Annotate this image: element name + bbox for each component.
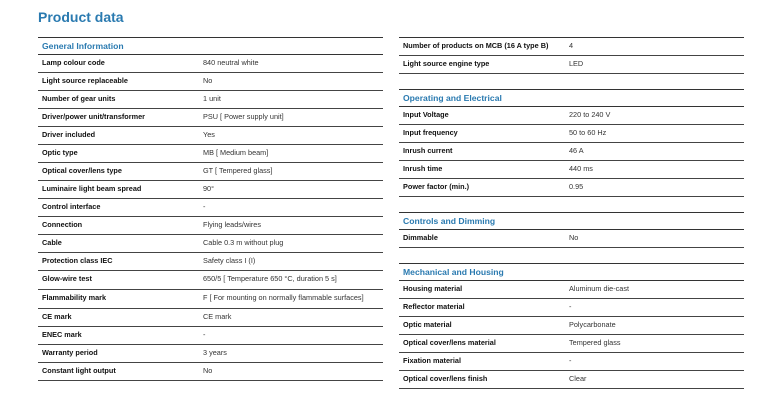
- spec-value: No: [203, 366, 213, 375]
- spec-value: 4: [569, 41, 574, 50]
- spec-label: Cable: [42, 238, 62, 247]
- section-title: Controls and Dimming: [399, 212, 744, 230]
- section-spacer: [399, 197, 744, 212]
- right-sections: [399, 74, 744, 389]
- spec-value: Safety class I (I): [203, 256, 256, 265]
- section-spacer: [399, 248, 744, 263]
- spec-value: 46 A: [569, 146, 584, 155]
- spec-value: Clear: [569, 374, 587, 383]
- spec-label: Optical cover/lens type: [42, 166, 122, 175]
- spec-label: Glow-wire test: [42, 274, 92, 283]
- spec-label: Optic type: [42, 148, 78, 157]
- spec-label: Driver included: [42, 130, 96, 139]
- spec-label: Reflector material: [403, 302, 465, 311]
- section-title-general-information: General Information: [38, 37, 383, 55]
- spec-row: [38, 363, 383, 381]
- spec-value: Yes: [203, 130, 215, 139]
- spec-label: Optical cover/lens material: [403, 338, 496, 347]
- spec-label: Lamp colour code: [42, 58, 105, 67]
- spec-value: 3 years: [203, 348, 227, 357]
- spec-value: F [ For mounting on normally flammable surfaces]: [203, 293, 364, 302]
- right-top-rows: [399, 37, 744, 74]
- spec-value: Cable 0.3 m without plug: [203, 238, 284, 247]
- spec-label: Inrush current: [403, 146, 453, 155]
- spec-value: Polycarbonate: [569, 320, 616, 329]
- spec-label: Light source replaceable: [42, 76, 128, 85]
- general-information-table: [38, 37, 383, 381]
- spec-value: 50 to 60 Hz: [569, 128, 607, 137]
- spec-label: Connection: [42, 220, 83, 229]
- spec-row: [399, 179, 744, 197]
- spec-label: Warranty period: [42, 348, 98, 357]
- spec-value: No: [569, 233, 579, 242]
- spec-label: Number of gear units: [42, 94, 116, 103]
- spec-value: MB [ Medium beam]: [203, 148, 269, 157]
- section-spacer: [399, 74, 744, 89]
- spec-value: Tempered glass: [569, 338, 621, 347]
- spec-value: -: [203, 330, 206, 339]
- spec-value: PSU [ Power supply unit]: [203, 112, 284, 121]
- spec-label: Optic material: [403, 320, 452, 329]
- spec-label: Light source engine type: [403, 59, 490, 68]
- spec-label: Input Voltage: [403, 110, 449, 119]
- spec-value: -: [569, 356, 572, 365]
- spec-value: -: [569, 302, 572, 311]
- spec-label: Flammability mark: [42, 293, 107, 302]
- spec-value: 90°: [203, 184, 215, 193]
- spec-label: Optical cover/lens finish: [403, 374, 488, 383]
- spec-value: No: [203, 76, 213, 85]
- spec-label: Constant light output: [42, 366, 116, 375]
- spec-value: CE mark: [203, 312, 232, 321]
- spec-value: GT [ Tempered glass]: [203, 166, 273, 175]
- spec-label: Luminaire light beam spread: [42, 184, 142, 193]
- spec-label: Inrush time: [403, 164, 443, 173]
- spec-label: Fixation material: [403, 356, 461, 365]
- spec-label: Driver/power unit/transformer: [42, 112, 145, 121]
- spec-value: 1 unit: [203, 94, 221, 103]
- spec-label: Dimmable: [403, 233, 438, 242]
- spec-row: [399, 56, 744, 74]
- spec-row: [399, 371, 744, 389]
- spec-label: ENEC mark: [42, 330, 82, 339]
- spec-value: LED: [569, 59, 584, 68]
- spec-label: Number of products on MCB (16 A type B): [403, 41, 549, 50]
- spec-value: 840 neutral white: [203, 58, 259, 67]
- section-title: Mechanical and Housing: [399, 263, 744, 281]
- general-information-rows: [38, 55, 383, 381]
- spec-row: [399, 230, 744, 248]
- spec-label: Housing material: [403, 284, 463, 293]
- spec-value: 220 to 240 V: [569, 110, 611, 119]
- spec-label: Control interface: [42, 202, 101, 211]
- spec-value: Aluminum die-cast: [569, 284, 630, 293]
- spec-value: Flying leads/wires: [203, 220, 261, 229]
- spec-label: Protection class IEC: [42, 256, 113, 265]
- spec-label: Input frequency: [403, 128, 458, 137]
- spec-value: 650/5 [ Temperature 650 °C, duration 5 s]: [203, 274, 337, 283]
- page-title: Product data: [38, 9, 124, 25]
- spec-label: Power factor (min.): [403, 182, 470, 191]
- section-title: Operating and Electrical: [399, 89, 744, 107]
- right-specs-table: [399, 37, 744, 389]
- spec-value: -: [203, 202, 206, 211]
- spec-label: CE mark: [42, 312, 72, 321]
- spec-value: 440 ms: [569, 164, 593, 173]
- spec-value: 0.95: [569, 182, 584, 191]
